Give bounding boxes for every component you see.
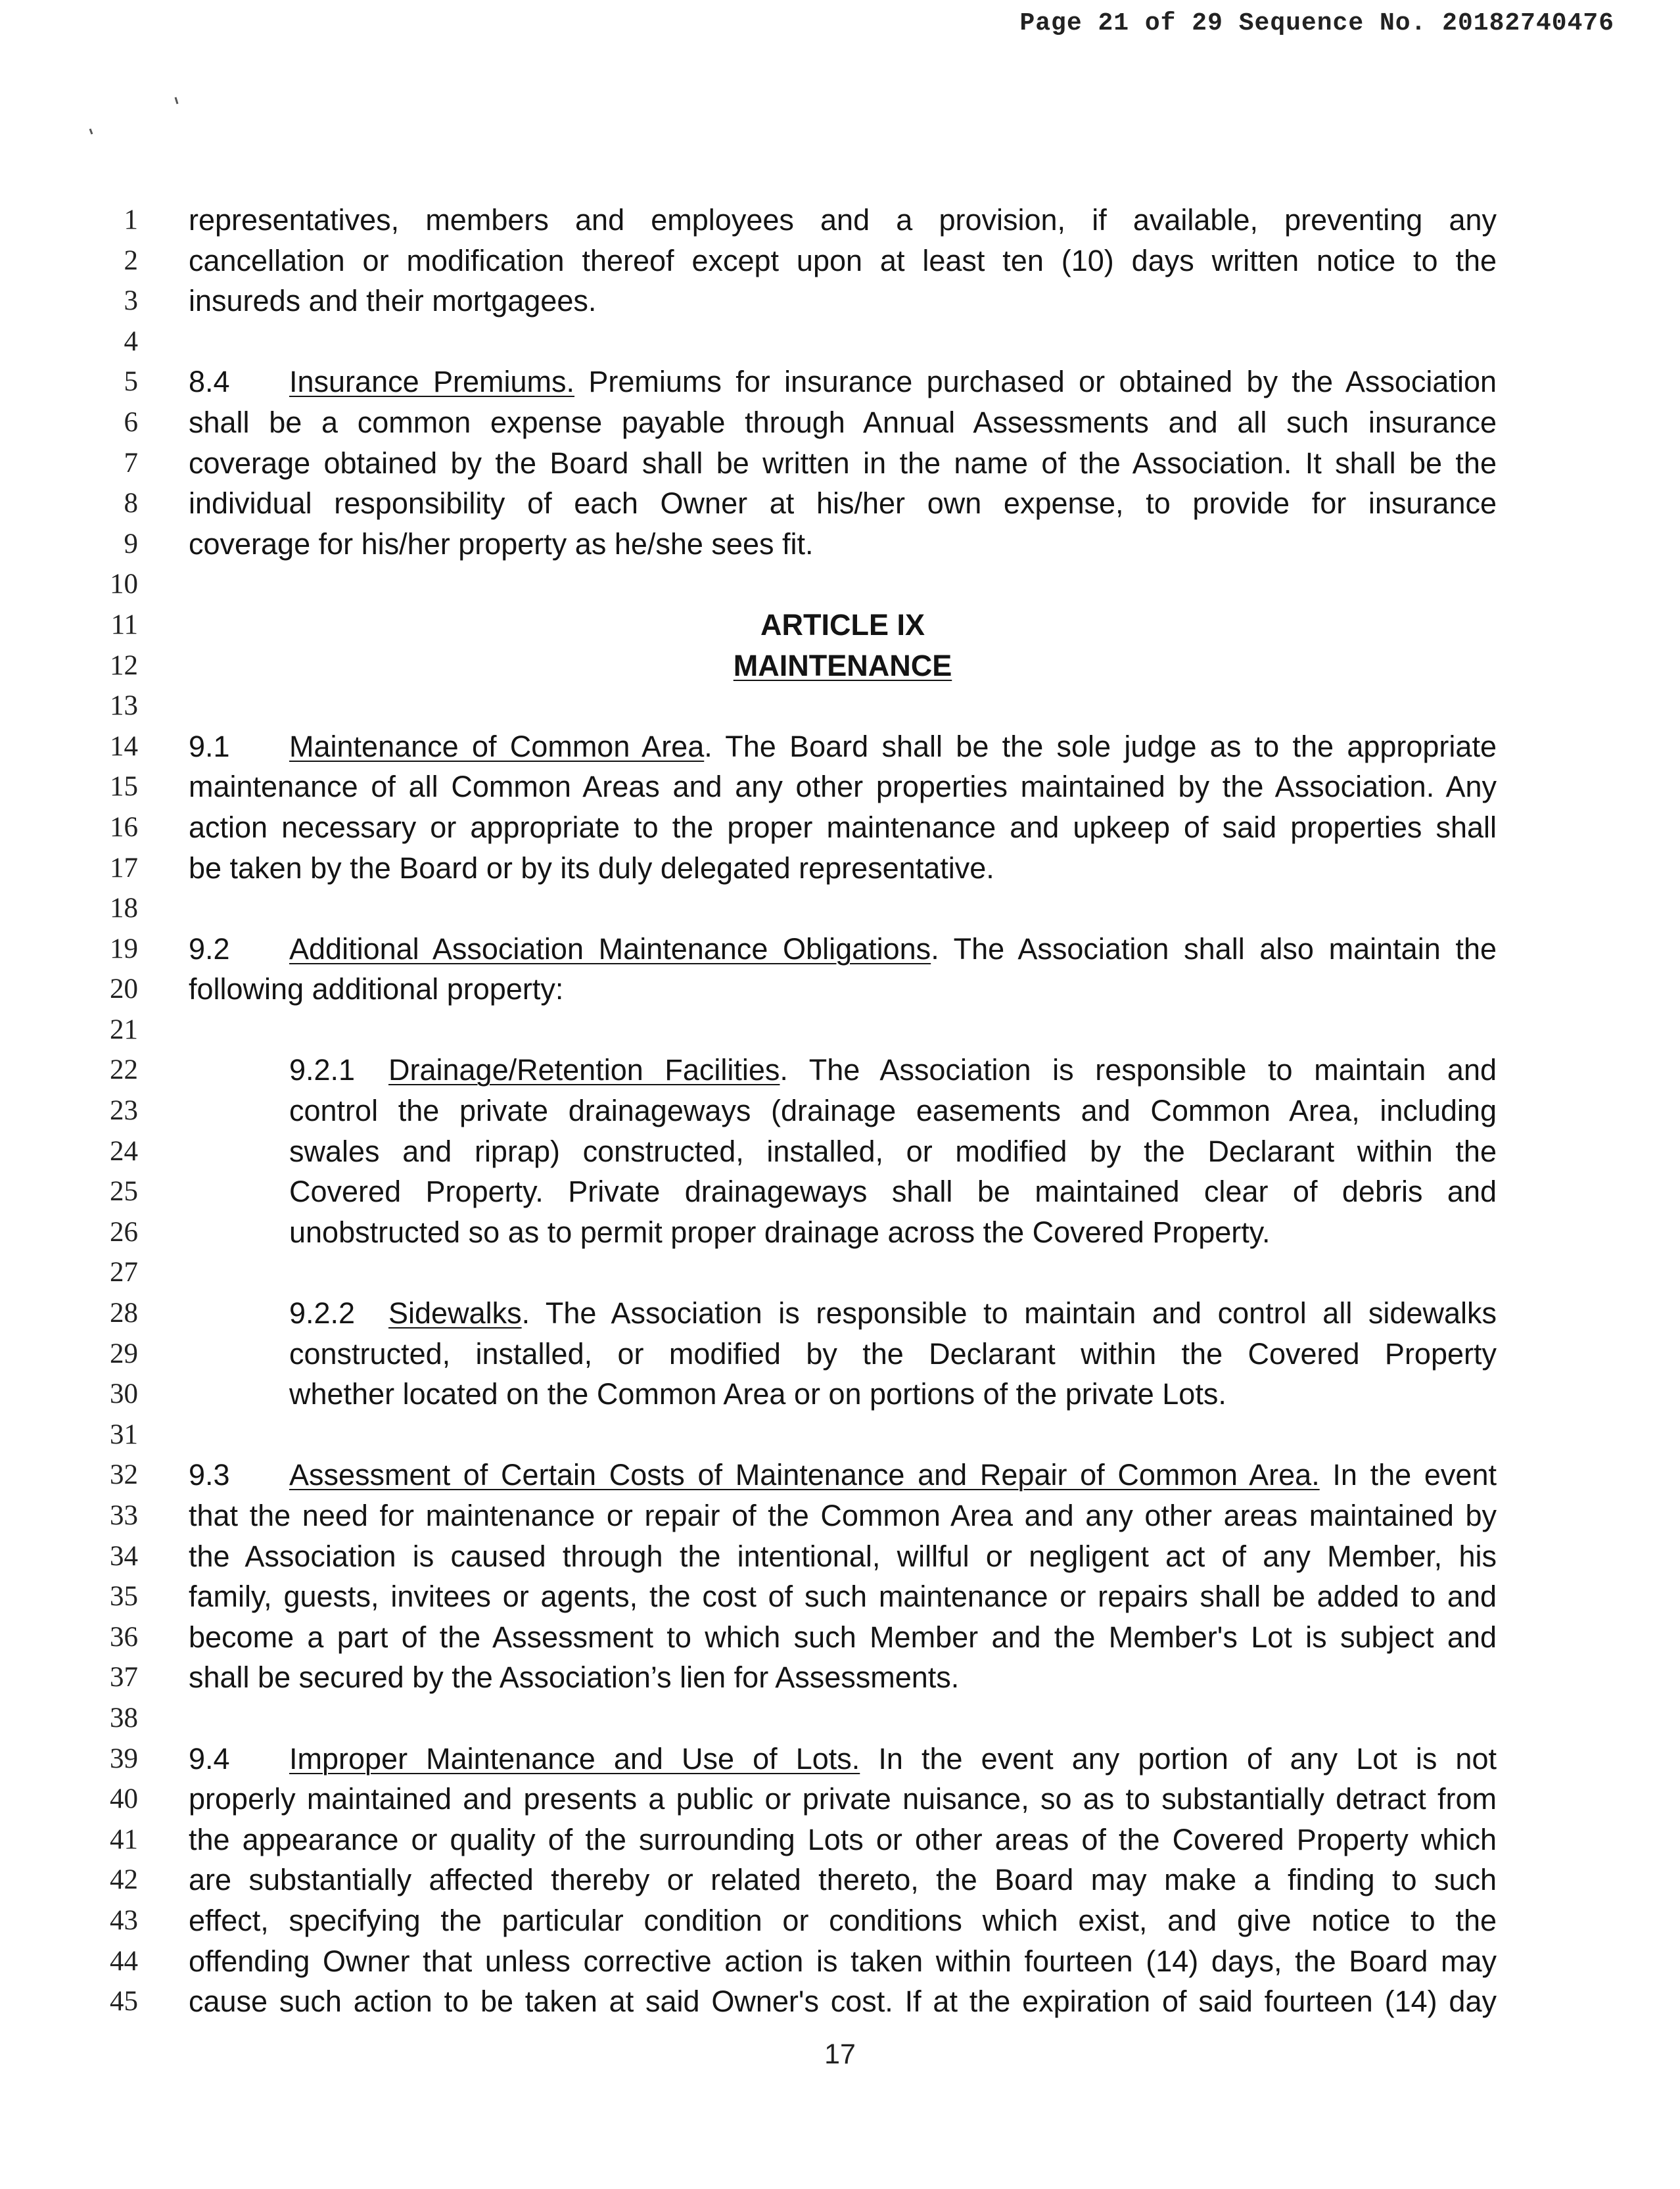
line-34 [0, 1536, 1680, 1577]
body-text: the appearance or quality of the surrounding Lots or other areas of the Covered Property which [189, 1822, 1497, 1856]
line-number: 15 [110, 771, 138, 803]
line-30 [0, 1374, 1680, 1415]
section-number: 9.4 [189, 1741, 230, 1776]
line-22 [0, 1050, 1680, 1091]
line-2 [0, 241, 1680, 281]
line-20 [0, 969, 1680, 1010]
section-number: 9.3 [189, 1458, 230, 1492]
body-text: the Association is caused through the intentional, willful or negligent act of any Member, his [189, 1539, 1497, 1573]
line-number: 8 [124, 488, 138, 519]
line-35 [0, 1576, 1680, 1617]
line-3 [0, 281, 1680, 321]
line-number: 16 [110, 811, 138, 843]
line-number: 25 [110, 1176, 138, 1208]
line-number: 30 [110, 1378, 138, 1410]
line-31 [0, 1415, 1680, 1455]
line-number: 4 [124, 325, 138, 357]
line-17 [0, 848, 1680, 889]
line-number: 14 [110, 730, 138, 762]
line-number: 39 [110, 1743, 138, 1774]
body-text: offending Owner that unless corrective action is taken within fourteen (14) days, the Board may [189, 1944, 1497, 1978]
body-text: coverage obtained by the Board shall be written in the name of the Association. It shall be the [189, 446, 1497, 480]
article-title: ARTICLE IX [760, 607, 925, 642]
line-25 [0, 1171, 1680, 1212]
line-number: 10 [110, 569, 138, 600]
body-text: become a part of the Assessment to which such Member and the Member's Lot is subject and [189, 1620, 1497, 1654]
body-text: In the event any portion of any Lot is not [860, 1741, 1497, 1776]
body-text: coverage for his/her property as he/she sees fit. [189, 527, 814, 561]
line-number: 11 [110, 609, 138, 640]
section-title: Improper Maintenance and Use of Lots. [289, 1741, 860, 1776]
line-number: 17 [110, 852, 138, 883]
line-11 [0, 605, 1680, 646]
line-number: 28 [110, 1298, 138, 1329]
line-5 [0, 362, 1680, 402]
line-44 [0, 1941, 1680, 1982]
line-number: 21 [110, 1014, 138, 1045]
article-subtitle-text: MAINTENANCE [733, 648, 952, 682]
line-1 [0, 200, 1680, 241]
line-13 [0, 686, 1680, 726]
line-45 [0, 1981, 1680, 2022]
section-title: Drainage/Retention Facilities [388, 1053, 780, 1087]
body-text: be taken by the Board or by its duly delegated representative. [189, 851, 994, 885]
body-text: whether located on the Common Area or on portions of the private Lots. [289, 1377, 1226, 1411]
section-heading-9-2-1 [289, 1050, 1497, 1091]
page-sequence-header: Page 21 of 29 Sequence No. 20182740476 [1019, 9, 1614, 37]
line-number: 42 [110, 1864, 138, 1896]
line-38 [0, 1698, 1680, 1739]
line-number: 34 [110, 1540, 138, 1572]
article-subtitle [189, 646, 1497, 686]
body-text: properly maintained and presents a public or private nuisance, so as to substantially detract from [189, 1782, 1497, 1816]
line-number: 3 [124, 285, 138, 317]
line-14 [0, 726, 1680, 767]
line-number: 31 [110, 1419, 138, 1450]
section-heading-9-3 [189, 1455, 1497, 1495]
body-text: In the event [1319, 1458, 1497, 1492]
body-text: unobstructed so as to permit proper drainage across the Covered Property. [289, 1215, 1271, 1249]
line-40 [0, 1779, 1680, 1820]
line-number: 13 [110, 690, 138, 722]
body-text: shall be a common expense payable through Annual Assessments and all such insurance [189, 405, 1497, 439]
body-text: constructed, installed, or modified by the Declarant within the Covered Property [289, 1336, 1497, 1371]
line-number: 38 [110, 1702, 138, 1733]
line-24 [0, 1131, 1680, 1172]
section-heading-9-2-2 [289, 1293, 1497, 1334]
line-number: 35 [110, 1581, 138, 1612]
section-title: Additional Association Maintenance Obligations [289, 931, 931, 966]
line-number: 36 [110, 1621, 138, 1653]
line-9 [0, 524, 1680, 565]
line-number: 32 [110, 1459, 138, 1491]
section-number: 9.2.1 [289, 1053, 356, 1087]
line-32 [0, 1455, 1680, 1495]
line-number: 29 [110, 1338, 138, 1369]
section-heading-8-4 [189, 362, 1497, 402]
line-number: 19 [110, 933, 138, 964]
line-33 [0, 1495, 1680, 1536]
line-23 [0, 1091, 1680, 1131]
line-number: 26 [110, 1216, 138, 1248]
line-21 [0, 1010, 1680, 1050]
line-number: 18 [110, 893, 138, 924]
body-text: . The Board shall be the sole judge as to the appropriate [704, 729, 1497, 763]
line-4 [0, 321, 1680, 362]
line-10 [0, 564, 1680, 605]
line-29 [0, 1334, 1680, 1375]
line-number: 37 [110, 1662, 138, 1693]
line-8 [0, 483, 1680, 524]
body-text: following additional property: [189, 972, 564, 1006]
line-number: 9 [124, 528, 138, 559]
section-heading-9-1 [189, 726, 1497, 767]
line-number: 2 [124, 245, 138, 276]
line-6 [0, 402, 1680, 443]
section-title: Insurance Premiums. [289, 365, 575, 399]
line-number: 40 [110, 1783, 138, 1815]
line-26 [0, 1212, 1680, 1253]
line-number: 23 [110, 1095, 138, 1127]
line-27 [0, 1252, 1680, 1293]
body-text: Covered Property. Private drainageways shall be maintained clear of debris and [289, 1175, 1497, 1209]
section-number: 9.2.2 [289, 1296, 356, 1330]
body-text: action necessary or appropriate to the proper maintenance and upkeep of said properties shall [189, 810, 1497, 844]
line-41 [0, 1820, 1680, 1860]
body-text: swales and riprap) constructed, installed, or modified by the Declarant within the [289, 1134, 1497, 1168]
line-43 [0, 1900, 1680, 1941]
line-number: 33 [110, 1500, 138, 1531]
section-heading-9-4 [189, 1739, 1497, 1779]
body-text: effect, specifying the particular condition or conditions which exist, and give notice to the [189, 1903, 1497, 1937]
section-title: Assessment of Certain Costs of Maintenance and Repair of Common Area. [289, 1458, 1320, 1492]
line-18 [0, 888, 1680, 929]
body-text: individual responsibility of each Owner at his/her own expense, to provide for insurance [189, 486, 1497, 521]
section-heading-9-2 [189, 929, 1497, 970]
line-15 [0, 766, 1680, 807]
line-number: 24 [110, 1135, 138, 1167]
line-number: 7 [124, 447, 138, 479]
line-number: 41 [110, 1824, 138, 1855]
section-number: 8.4 [189, 365, 230, 399]
line-39 [0, 1739, 1680, 1779]
line-number: 44 [110, 1945, 138, 1977]
line-number: 12 [110, 649, 138, 681]
body-text: insureds and their mortgagees. [189, 284, 597, 318]
section-number: 9.2 [189, 931, 230, 966]
body-text: family, guests, invitees or agents, the cost of such maintenance or repairs shall be added to and [189, 1580, 1497, 1614]
line-7 [0, 443, 1680, 484]
body-text: that the need for maintenance or repair of the Common Area and any other areas maintained by [189, 1499, 1497, 1532]
body-text: Premiums for insurance purchased or obtained by the Association [574, 365, 1497, 399]
document-body [0, 200, 1680, 2022]
line-number: 1 [124, 204, 138, 235]
body-text: control the private drainageways (drainage easements and Common Area, including [289, 1094, 1497, 1128]
line-number: 43 [110, 1904, 138, 1936]
line-42 [0, 1860, 1680, 1900]
line-28 [0, 1293, 1680, 1334]
line-number: 45 [110, 1986, 138, 2017]
line-36 [0, 1617, 1680, 1658]
body-text: cancellation or modification thereof except upon at least ten (10) days written notice to the [189, 243, 1497, 277]
line-number: 5 [124, 366, 138, 398]
body-text: cause such action to be taken at said Owner's cost. If at the expiration of said fourteen (14) day [189, 1985, 1497, 2019]
body-text: . The Association shall also maintain the [931, 931, 1497, 966]
line-12 [0, 646, 1680, 686]
body-text: shall be secured by the Association’s lien for Assessments. [189, 1660, 960, 1695]
line-number: 6 [124, 406, 138, 438]
line-number: 27 [110, 1257, 138, 1288]
page-number: 17 [824, 2038, 856, 2070]
line-37 [0, 1657, 1680, 1698]
line-number: 22 [110, 1054, 138, 1086]
body-text: . The Association is responsible to maintain and control all sidewalks [521, 1296, 1497, 1330]
line-number: 20 [110, 974, 138, 1005]
body-text: . The Association is responsible to maintain and [780, 1053, 1497, 1087]
section-title: Maintenance of Common Area [289, 729, 705, 763]
line-16 [0, 807, 1680, 848]
body-text: are substantially affected thereby or related thereto, the Board may make a finding to such [189, 1863, 1497, 1897]
body-text: representatives, members and employees and a provision, if available, preventing any [189, 203, 1497, 237]
line-19 [0, 929, 1680, 970]
body-text: maintenance of all Common Areas and any other properties maintained by the Association. Any [189, 770, 1497, 804]
section-title: Sidewalks [388, 1296, 522, 1330]
section-number: 9.1 [189, 729, 230, 763]
